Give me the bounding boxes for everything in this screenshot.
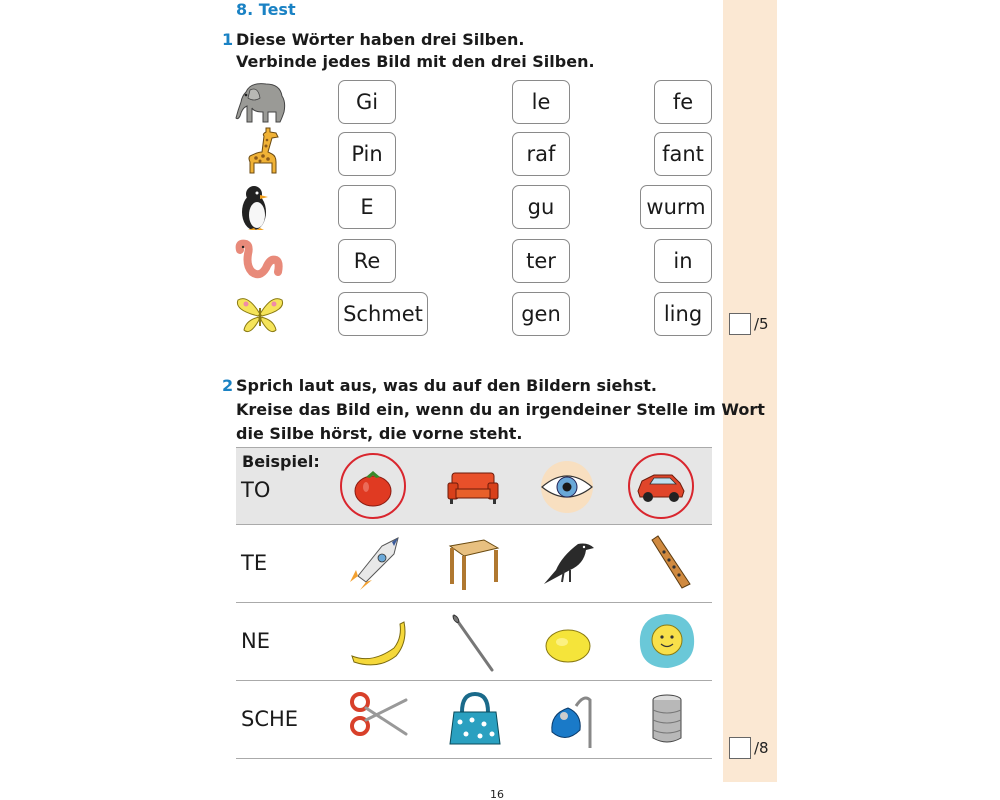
- syllable-label: SCHE: [241, 707, 299, 731]
- task-number: 1: [222, 30, 234, 49]
- elephant-icon[interactable]: [232, 78, 288, 126]
- banana-icon[interactable]: [342, 608, 412, 674]
- syllable-row: [236, 603, 712, 681]
- recorder-flute-icon[interactable]: [632, 530, 702, 596]
- score-input-box[interactable]: [729, 313, 751, 335]
- tin-can-icon[interactable]: [632, 686, 702, 752]
- example-row: [236, 447, 712, 525]
- syllable-box[interactable]: fe: [654, 80, 712, 124]
- syllable-box[interactable]: Re: [338, 239, 396, 283]
- syllable-box[interactable]: raf: [512, 132, 570, 176]
- syllable-box[interactable]: ling: [654, 292, 712, 336]
- instruction-line: die Silbe hörst, die vorne steht.: [236, 424, 523, 443]
- giraffe-icon[interactable]: [232, 126, 288, 174]
- syllable-box[interactable]: gu: [512, 185, 570, 229]
- syllable-box[interactable]: gen: [512, 292, 570, 336]
- task-number: 2: [222, 376, 234, 395]
- syllable-label: TO: [241, 478, 271, 502]
- sun-icon[interactable]: [632, 608, 702, 674]
- butterfly-icon[interactable]: [232, 290, 288, 338]
- score-input-box[interactable]: [729, 737, 751, 759]
- instruction-line: Sprich laut aus, was du auf den Bildern siehst.: [236, 376, 657, 395]
- page-number: 16: [490, 788, 504, 800]
- syllable-row: [236, 525, 712, 603]
- scissors-icon[interactable]: [344, 686, 414, 752]
- sofa-icon[interactable]: [438, 453, 508, 519]
- raven-icon[interactable]: [534, 530, 604, 596]
- instruction-line: Kreise das Bild ein, wenn du an irgendeiner Stelle im Wort: [236, 400, 765, 419]
- syllable-box[interactable]: in: [654, 239, 712, 283]
- syllable-row: [236, 681, 712, 759]
- tomato-icon[interactable]: [338, 453, 408, 519]
- car-icon[interactable]: [626, 453, 696, 519]
- handbag-icon[interactable]: [440, 686, 510, 752]
- instruction-line: Diese Wörter haben drei Silben.: [236, 30, 525, 49]
- rocket-icon[interactable]: [342, 530, 412, 596]
- needle-icon[interactable]: [438, 608, 508, 674]
- syllable-label: NE: [241, 629, 270, 653]
- instruction-line: Verbinde jedes Bild mit den drei Silben.: [236, 52, 595, 71]
- syllable-box[interactable]: Pin: [338, 132, 396, 176]
- example-label: Beispiel:: [242, 452, 320, 471]
- syllable-box[interactable]: le: [512, 80, 570, 124]
- table-icon[interactable]: [438, 530, 508, 596]
- syllable-box[interactable]: E: [338, 185, 396, 229]
- eye-icon[interactable]: [532, 453, 602, 519]
- lemon-icon[interactable]: [534, 608, 604, 674]
- syllable-box[interactable]: Schmet: [338, 292, 428, 336]
- syllable-box[interactable]: fant: [654, 132, 712, 176]
- syllable-box[interactable]: Gi: [338, 80, 396, 124]
- worm-icon[interactable]: [232, 238, 288, 286]
- score-sidebar: [723, 0, 777, 782]
- syllable-box[interactable]: wurm: [640, 185, 712, 229]
- task-2-score: [729, 737, 769, 759]
- syllable-label: TE: [241, 551, 268, 575]
- score-total: /8: [754, 739, 769, 757]
- penguin-icon[interactable]: [232, 184, 288, 232]
- task-1-score: [729, 313, 769, 335]
- syllable-box[interactable]: ter: [512, 239, 570, 283]
- shower-head-icon[interactable]: [536, 686, 606, 752]
- section-title: 8. Test: [236, 0, 296, 19]
- score-total: /5: [754, 315, 769, 333]
